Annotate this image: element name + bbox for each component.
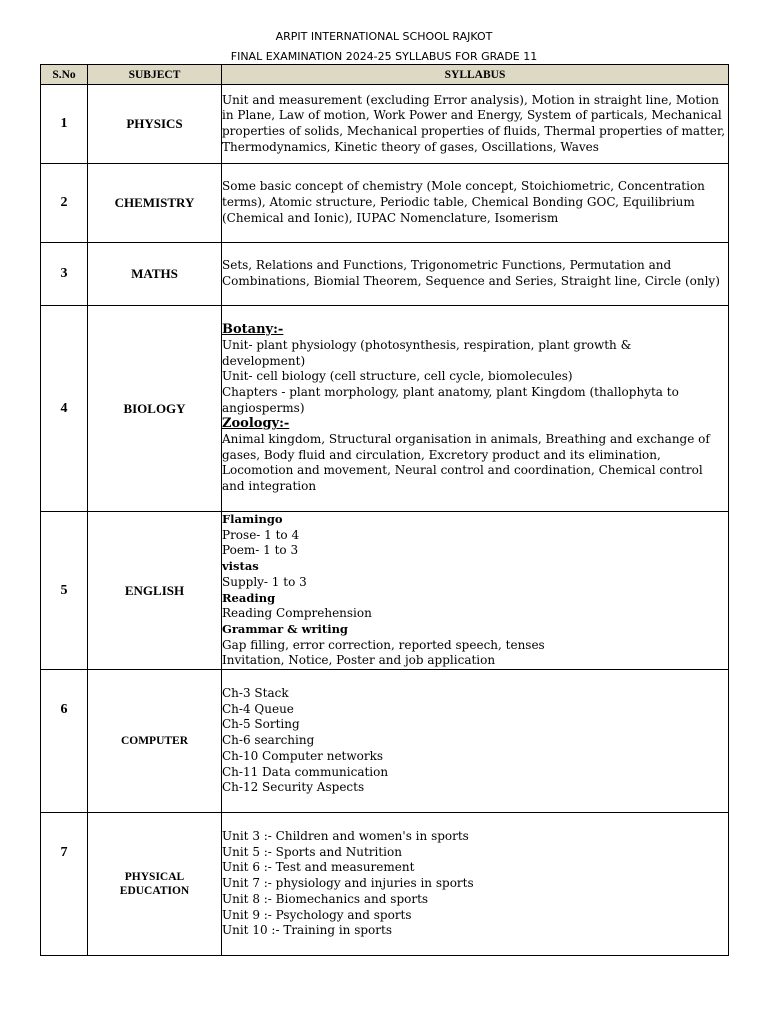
syllabus-line: Some basic concept of chemistry (Mole concept, Stoichiometric, Concentration <box>222 179 705 194</box>
subject-name <box>88 813 222 956</box>
table-row-physical-education <box>41 813 729 956</box>
syllabus-line: terms), Atomic structure, Periodic table, Chemical Bonding GOC, Equilibrium <box>222 195 695 210</box>
syllabus-cell <box>222 243 729 306</box>
syllabus-line: Ch-3 Stack <box>222 686 289 701</box>
syllabus-table <box>40 64 729 956</box>
exam-title: FINAL EXAMINATION 2024-25 SYLLABUS FOR GRADE 11 <box>230 50 538 63</box>
syllabus-line: Unit 9 :- Psychology and sports <box>222 907 412 922</box>
syllabus-line: Unit 3 :- Children and women's in sports <box>222 829 469 844</box>
subject-name: COMPUTER <box>88 670 222 813</box>
row-number: 3 <box>41 243 88 306</box>
syllabus-line: Unit 8 :- Biomechanics and sports <box>222 891 429 906</box>
column-header-sno: S.No <box>41 65 88 85</box>
syllabus-line: Supply- 1 to 3 <box>222 574 307 589</box>
syllabus-line: Ch-12 Security Aspects <box>222 780 365 795</box>
syllabus-cell <box>222 813 729 956</box>
table-row-chemistry <box>41 164 729 243</box>
row-number: 7 <box>41 813 88 956</box>
column-header-subject: SUBJECT <box>88 65 222 85</box>
syllabus-line: Prose- 1 to 4 <box>222 527 300 542</box>
syllabus-line: in Plane, Law of motion, Work Power and Energy, System of particals, Mechanical <box>222 108 722 123</box>
table-row-maths <box>41 243 729 306</box>
table-row-physics <box>41 85 729 164</box>
row-number: 5 <box>41 512 88 670</box>
row-number: 1 <box>41 85 88 164</box>
subject-name: PHYSICS <box>88 85 222 164</box>
subject-name: ENGLISH <box>88 512 222 670</box>
table-row-english <box>41 512 729 670</box>
syllabus-line: Unit and measurement (excluding Error analysis), Motion in straight line, Motion <box>222 92 719 107</box>
syllabus-line: Sets, Relations and Functions, Trigonometric Functions, Permutation and <box>222 258 672 273</box>
syllabus-line: Ch-6 searching <box>222 733 315 748</box>
row-number: 2 <box>41 164 88 243</box>
subject-name: MATHS <box>88 243 222 306</box>
syllabus-line: Combinations, Biomial Theorem, Sequence and Series, Straight line, Circle (only) <box>222 274 720 288</box>
row-number: 4 <box>41 306 88 512</box>
syllabus-line: Ch-11 Data communication <box>222 764 389 779</box>
subject-name-line: EDUCATION <box>119 885 190 898</box>
syllabus-cell <box>222 164 729 243</box>
school-name: ARPIT INTERNATIONAL SCHOOL RAJKOT <box>275 30 493 43</box>
subject-name: BIOLOGY <box>88 306 222 512</box>
subject-name: CHEMISTRY <box>88 164 222 243</box>
table-row-computer <box>41 670 729 813</box>
syllabus-line: Invitation, Notice, Poster and job application <box>222 653 496 668</box>
syllabus-line: gases, Body fluid and circulation, Excretory product and its elimination, <box>222 447 661 462</box>
grammar-heading: Grammar & writing <box>222 621 348 636</box>
syllabus-line: Unit- plant physiology (photosynthesis, respiration, plant growth & <box>222 337 632 352</box>
syllabus-line: development) <box>222 353 306 368</box>
syllabus-line: Ch-4 Queue <box>222 701 294 716</box>
row-number: 6 <box>41 670 88 813</box>
syllabus-cell <box>222 512 729 670</box>
syllabus-line: Thermodynamics, Kinetic theory of gases, Oscillations, Waves <box>222 139 599 154</box>
syllabus-line: Reading Comprehension <box>222 606 372 621</box>
botany-heading: Botany:- <box>222 322 284 338</box>
zoology-heading: Zoology:- <box>222 416 290 432</box>
subject-name-line: PHYSICAL <box>124 871 185 884</box>
column-header-syllabus: SYLLABUS <box>222 65 729 85</box>
syllabus-line: Unit- cell biology (cell structure, cell cycle, biomolecules) <box>222 369 573 384</box>
syllabus-line: Chapters - plant morphology, plant anatomy, plant Kingdom (thallophyta to <box>222 384 679 399</box>
syllabus-cell <box>222 306 729 512</box>
table-header-row <box>41 65 729 85</box>
syllabus-line: Ch-10 Computer networks <box>222 748 384 763</box>
syllabus-cell <box>222 85 729 164</box>
vistas-heading: vistas <box>222 559 259 574</box>
flamingo-heading: Flamingo <box>222 512 283 526</box>
syllabus-line: Ch-5 Sorting <box>222 717 300 732</box>
syllabus-line: Animal kingdom, Structural organisation in animals, Breathing and exchange of <box>222 432 710 447</box>
syllabus-line: Unit 10 :- Training in sports <box>222 923 392 938</box>
syllabus-cell <box>222 670 729 813</box>
syllabus-line: angiosperms) <box>222 400 305 415</box>
syllabus-line: Unit 5 :- Sports and Nutrition <box>222 844 402 859</box>
syllabus-line: Unit 6 :- Test and measurement <box>222 860 415 875</box>
syllabus-line: Locomotion and movement, Neural control and coordination, Chemical control <box>222 463 703 478</box>
syllabus-line: Unit 7 :- physiology and injuries in sports <box>222 876 474 891</box>
syllabus-line: and integration <box>222 479 317 494</box>
syllabus-line: properties of solids, Mechanical properties of fluids, Thermal properties of matter, <box>222 124 726 138</box>
syllabus-line: (Chemical and Ionic), IUPAC Nomenclature, Isomerism <box>222 210 559 225</box>
syllabus-line: Gap filling, error correction, reported speech, tenses <box>222 637 545 652</box>
reading-heading: Reading <box>222 590 276 605</box>
table-row-biology <box>41 306 729 512</box>
syllabus-line: Poem- 1 to 3 <box>222 543 299 558</box>
